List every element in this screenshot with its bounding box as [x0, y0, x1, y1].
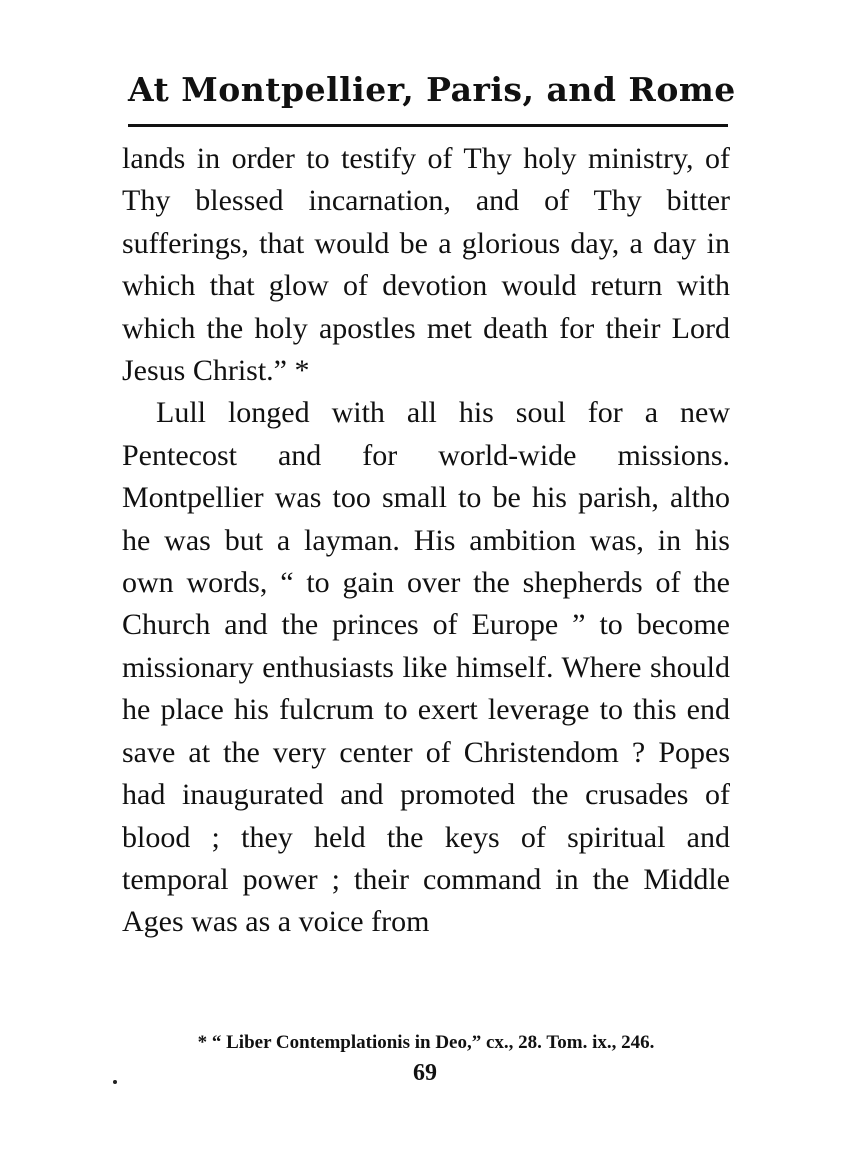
header-rule [128, 124, 728, 127]
paragraph-continued: lands in order to testify of Thy holy ministry, of Thy blessed incarnation, and of Thy bitter sufferings, that would be a glorious day, a day in which that glow of devotion would return with which the holy apostles met death for their Lord Jesus Christ.” * [122, 142, 730, 388]
footnote: * “ Liber Contemplationis in Deo,” cx., 28. Tom. ix., 246. [197, 1032, 655, 1053]
body-text [122, 138, 730, 944]
paragraph-lull: Lull longed with all his soul for a new Pentecost and for world-wide missions. Montpellier was too small to be his parish, altho he was but a layman. His ambition was, in his own words, “ to gain over the shepherds of the Church and the princes of Europe ” to become missionary enthusiasts like himself. Where should he place his fulcrum to exert leverage to this end save at the very center of Christendom ? Popes had inaugurated and promoted the crusades of blood ; they held the keys of spiritual and temporal power ; their command in the Middle Ages was as a voice from [122, 396, 730, 939]
running-head: At Montpellier, Paris, and Rome [128, 70, 736, 109]
page-number: 69 [413, 1060, 437, 1086]
ink-speck [113, 1080, 117, 1084]
